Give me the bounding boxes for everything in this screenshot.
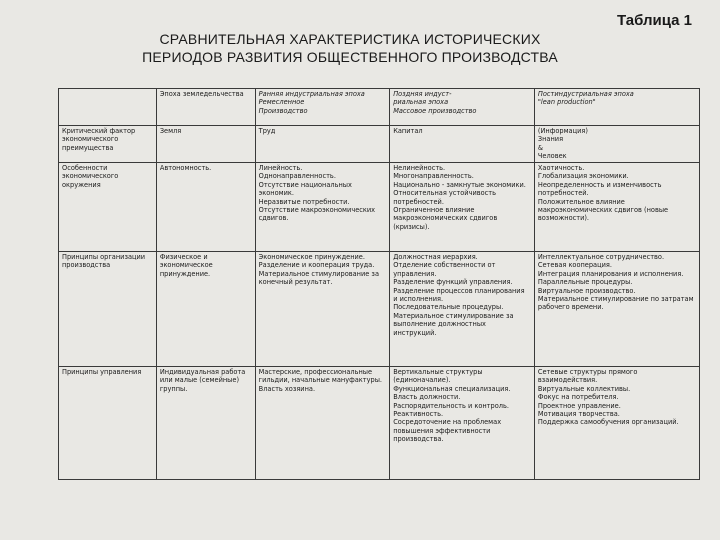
table-row <box>59 252 700 367</box>
title-line-2: ПЕРИОДОВ РАЗВИТИЯ ОБЩЕСТВЕННОГО ПРОИЗВОДСТВА <box>142 49 558 65</box>
row-label: Принципы управления <box>59 367 157 480</box>
table-cell: Должностная иерархия. Отделение собственности от управления. Разделение функций управления. Разделение процессов планирования и исполнения. Последовательные процедуры. Материальное стимулирование за выполнение должностных инструкций. <box>390 252 535 367</box>
header-cell-early-industrial-era: Ранняя индустриальная эпоха Ремесленное Производство <box>255 89 390 126</box>
table-cell: Вертикальные структуры (единоначалие). Функциональная специализация. Власть должности. Распорядительность и контроль. Реактивность. Сосредоточение на проблемах повышения эффективности производства. <box>390 367 535 480</box>
table-row <box>59 126 700 163</box>
header-cell-postindustrial-era: Постиндустриальная эпоха "lean production" <box>534 89 699 126</box>
table-cell: Труд <box>255 126 390 163</box>
row-label: Особенности экономического окружения <box>59 163 157 252</box>
table-cell: Линейность. Однонаправленность. Отсутствие национальных экономик. Неразвитые потребности. Отсутствие макроэкономических сдвигов. <box>255 163 390 252</box>
header-cell-empty <box>59 89 157 126</box>
table-row <box>59 163 700 252</box>
table-header-row <box>59 89 700 126</box>
table-cell: Физическое и экономическое принуждение. <box>156 252 255 367</box>
table-cell: Сетевые структуры прямого взаимодействия. Виртуальные коллективы. Фокус на потребителя. Проектное управление. Мотивация творчества. Поддержка самообучения организаций. <box>534 367 699 480</box>
row-label: Принципы организации производства <box>59 252 157 367</box>
comparison-table <box>58 88 700 480</box>
table-cell: Земля <box>156 126 255 163</box>
table-cell: Автономность. <box>156 163 255 252</box>
table-cell: Хаотичность. Глобализация экономики. Неопределенность и изменчивость потребностей. Положительное влияние макроэкономических сдвигов (новые возможности). <box>534 163 699 252</box>
table-number: Таблица 1 <box>616 12 692 29</box>
row-label: Критический фактор экономического преимущества <box>59 126 157 163</box>
table-cell: Интеллектуальное сотрудничество. Сетевая кооперация. Интеграция планирования и исполнения. Параллельные процедуры. Виртуальное производство. Материальное стимулирование по затратам рабочего времени. <box>534 252 699 367</box>
header-cell-late-industrial-era: Поздняя индуст- риальная эпоха Массовое производство <box>390 89 535 126</box>
table-cell: Капитал <box>390 126 535 163</box>
table-row <box>59 367 700 480</box>
table-cell: Мастерские, профессиональные гильдии, начальные мануфактуры. Власть хозяина. <box>255 367 390 480</box>
title-line-1: СРАВНИТЕЛЬНАЯ ХАРАКТЕРИСТИКА ИСТОРИЧЕСКИХ <box>159 31 541 47</box>
table-cell: Нелинейность. Многонаправленность. Национально - замкнутые экономики. Относительная устойчивость потребностей. Ограниченное влияние макроэкономических сдвигов (кризисы). <box>390 163 535 252</box>
table-cell: Индивидуальная работа или малые (семейные) группы. <box>156 367 255 480</box>
page-title <box>100 30 600 66</box>
table-cell: Экономическое принуждение. Разделение и кооперация труда. Материальное стимулирование за конечный результат. <box>255 252 390 367</box>
table-cell: (Информация) Знания & Человек <box>534 126 699 163</box>
header-cell-agrarian-era: Эпоха земледельчества <box>156 89 255 126</box>
